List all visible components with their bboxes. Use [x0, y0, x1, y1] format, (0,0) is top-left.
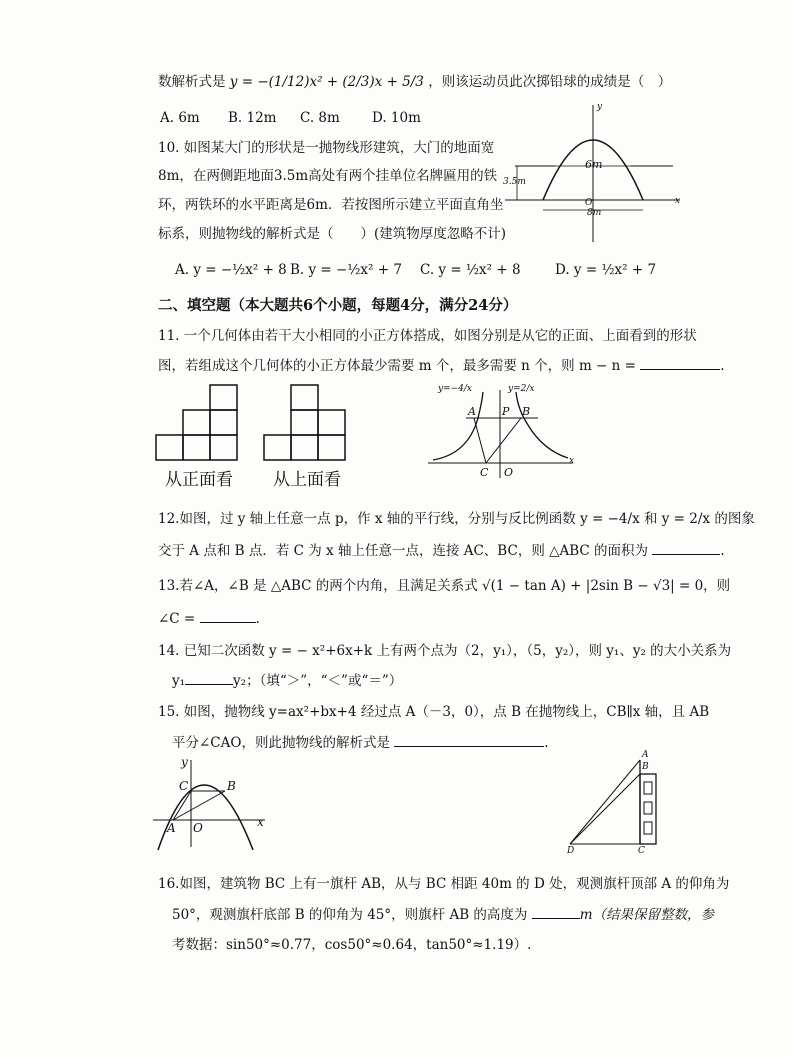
q12-line2: 交于 A 点和 B 点．若 C 为 x 轴上任意一点，连接 AC、BC，则 △ABC 的面积为 . [158, 540, 725, 561]
q16-svg [560, 752, 670, 857]
q12-label-a: A [468, 405, 476, 418]
q16-answer-blank[interactable] [532, 904, 580, 919]
q15-svg [153, 755, 273, 850]
q16-line3: 考数据：sin50°≈0.77，cos50°≈0.64，tan50°≈1.19）. [172, 937, 532, 953]
q13-line2: ∠C = . [158, 608, 260, 629]
q10-label-x: x [675, 196, 681, 206]
q15-label-a: A [167, 821, 176, 835]
top-square [318, 410, 345, 435]
q10-line1: 10. 如图某大门的形状是一抛物线形建筑，大门的地面宽 [158, 140, 495, 156]
q12-label-f1: y=−4/x [438, 384, 473, 394]
q16-building-figure [560, 752, 670, 857]
q9-option-c: C. 8m [300, 110, 340, 126]
q11-line1: 11. 一个几何体由若干大小相同的小正方体搭成，如图分别是从它的正面、上面看到的形状 [158, 328, 697, 344]
q12-answer-blank[interactable] [652, 540, 720, 555]
q10-option-d: D. y = ½x² + 7 [555, 262, 657, 278]
q10-label-6m: 6m [585, 158, 603, 171]
q12-hyperbola-figure [428, 380, 578, 480]
q12-line1: 12.如图，过 y 轴上任意一点 p，作 x 轴的平行线，分别与反比例函数 y = −4/x 和 y = 2/x 的图象 [158, 511, 755, 527]
q13-line1: 13.若∠A，∠B 是 △ABC 的两个内角，且满足关系式 √(1 − tan A) + |2sin B − √3| = 0，则 [158, 578, 731, 594]
q10-line3: 环，两铁环的水平距离是6m．若按图所示建立平面直角坐 [158, 197, 504, 213]
q10-line4: 标系，则抛物线的解析式是（ ）(建筑物厚度忽略不计) [158, 226, 507, 242]
q11-top-view [263, 383, 373, 463]
q15-parabola [158, 785, 253, 850]
front-cube [156, 435, 183, 460]
q9-stem: 数解析式是 y = −(1/12)x² + (2/3)x + 5/3 ，则该运动员此次掷铅球的成绩是（ ） [158, 74, 672, 90]
q16-label-c: C [638, 846, 645, 856]
section-2-title: 二、填空题（本大题共6个小题，每题4分，满分24分） [158, 297, 518, 314]
top-square [291, 410, 318, 435]
q15-label-c: C [179, 779, 189, 793]
q9-formula: y = −(1/12)x² + (2/3)x + 5/3 [229, 74, 424, 90]
q14-line1: 14. 已知二次函数 y = − x²+6x+k 上有两个点为（2，y₁），（5，y₂），则 y₁、y₂ 的大小关系为 [158, 643, 732, 659]
q10-option-a: A. y = −½x² + 8 [175, 262, 287, 278]
q16-label-b: B [642, 762, 649, 772]
q12-curve-left [433, 392, 483, 460]
q11-top-svg [263, 383, 373, 463]
q14-line2: y₁ y₂；（填“＞”，“＜”或“＝”） [172, 670, 402, 691]
q15-segment-ac [173, 791, 191, 820]
q15-label-y: y [181, 755, 188, 769]
q16-label-d: D [567, 846, 575, 856]
q10-label-8m: 8m [587, 208, 602, 218]
q14-answer-blank[interactable] [185, 670, 233, 685]
q10-label-height: 3.5m [503, 177, 526, 187]
q11-line2: 图，若组成这个几何体的小正方体最少需要 m 个，最多需要 n 个，则 m − n = . [158, 355, 725, 376]
q15-line1: 15. 如图，抛物线 y=ax²+bx+4 经过点 A（－3，0），点 B 在抛物线上，CB∥x 轴，且 AB [158, 704, 710, 720]
q12-label-b: B [522, 405, 531, 418]
top-square [264, 435, 291, 460]
q10-line2: 8m，在两侧距地面3.5m高处有两个挂单位名牌匾用的铁 [158, 168, 498, 184]
q16-window [644, 802, 652, 814]
q10-gate-svg [505, 100, 685, 245]
front-cube [183, 410, 210, 435]
q12-svg [428, 380, 578, 480]
q16-sightline-da [570, 760, 640, 844]
q12-segment-bc [486, 418, 521, 463]
q15-parabola-figure [153, 755, 273, 850]
q16-window [644, 782, 652, 794]
front-cube [210, 385, 237, 410]
q12-label-p: P [502, 405, 510, 418]
q9-option-b: B. 12m [228, 110, 277, 126]
q12-label-f2: y=2/x [508, 384, 535, 394]
q11-front-label: 从正面看 [165, 470, 233, 490]
q16-line1: 16.如图，建筑物 BC 上有一旗杆 AB，从与 BC 相距 40m 的 D 处，观测旗杆顶部 A 的仰角为 [158, 876, 730, 892]
q13-answer-blank[interactable] [200, 608, 256, 623]
q12-label-x: x [569, 456, 575, 466]
q12-curve-right [516, 392, 568, 458]
q10-option-b: B. y = −½x² + 7 [290, 262, 402, 278]
q16-sightline-db [570, 774, 640, 844]
q10-label-origin: O [585, 198, 593, 208]
q15-answer-blank[interactable] [394, 732, 544, 747]
q11-top-label: 从上面看 [273, 470, 341, 490]
q16-label-a: A [642, 750, 649, 760]
q12-label-o: O [504, 466, 514, 479]
q12-label-c: C [480, 466, 489, 479]
q16-line2: 50°，观测旗杆底部 B 的仰角为 45°，则旗杆 AB 的高度为 m（结果保留整数，参 [172, 904, 714, 925]
q12-segment-ac [474, 418, 486, 463]
q15-label-o: O [193, 821, 203, 835]
q10-label-y: y [597, 102, 603, 112]
q10-option-c: C. y = ½x² + 8 [420, 262, 521, 278]
q9-option-d: D. 10m [372, 110, 421, 126]
q10-gate-figure [505, 100, 685, 245]
q15-label-x: x [257, 815, 264, 829]
top-square [318, 435, 345, 460]
q11-front-view [155, 383, 265, 463]
q15-label-b: B [227, 779, 236, 793]
q16-window [644, 822, 652, 834]
front-cube [210, 410, 237, 435]
front-cube [183, 435, 210, 460]
q15-segment-ab [173, 791, 225, 820]
front-cube [210, 435, 237, 460]
top-square [291, 385, 318, 410]
q11-answer-blank[interactable] [640, 355, 720, 370]
q15-line2: 平分∠CAO，则此抛物线的解析式是 . [172, 732, 549, 753]
top-square [291, 435, 318, 460]
q9-option-a: A. 6m [160, 110, 200, 126]
q11-front-svg [155, 383, 265, 463]
